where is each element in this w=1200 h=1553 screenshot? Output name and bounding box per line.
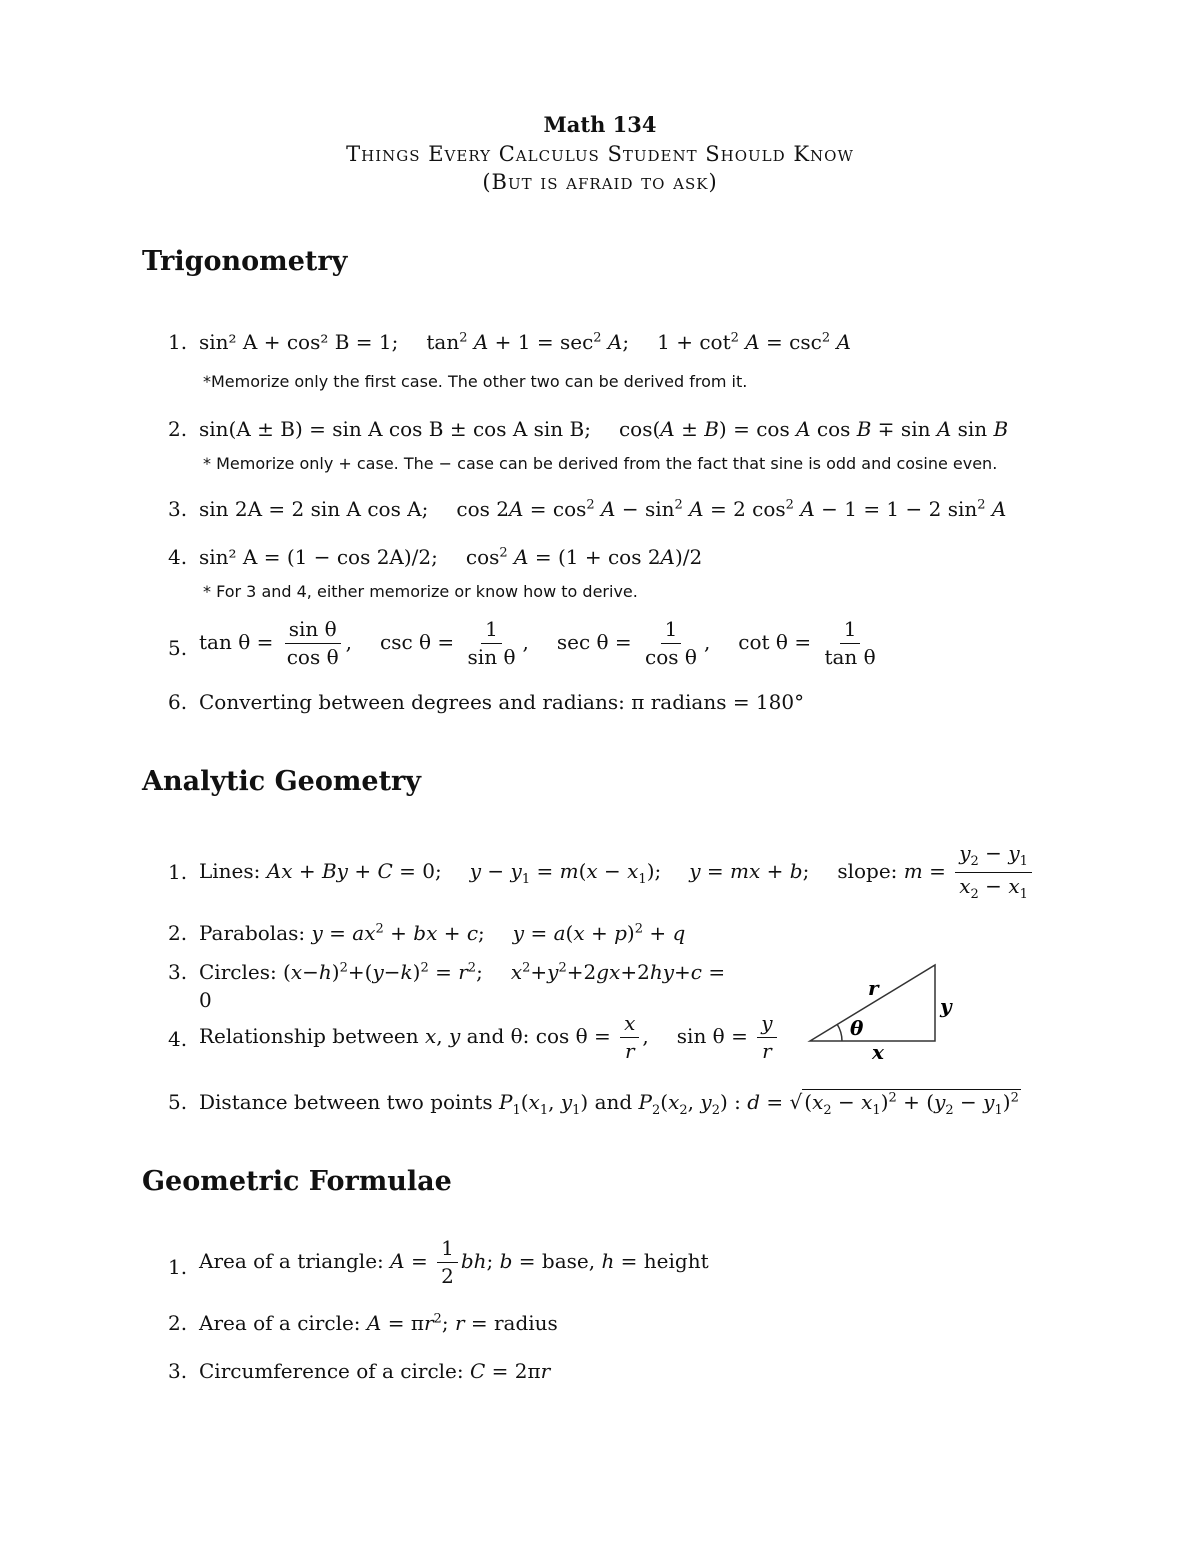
page-subtitle: Things Every Calculus Student Should Know: [346, 142, 854, 166]
trig-note-2: * Memorize only + case. The − case can be derived from the fact that sine is odd and cosine even.: [203, 454, 998, 473]
trig-item-3-formula: sin 2A = 2 sin A cos A; $\cos 2A = \cos^2 A - \sin^2 A = 2$ $\cos^2 A - 1 = 1 - 2$ $\sin^2 A$: [199, 497, 1007, 521]
trig-note-3: * For 3 and 4, either memorize or know how to derive.: [203, 582, 638, 601]
section-heading-analytic-geometry: Analytic Geometry: [142, 766, 421, 797]
triangle-label-r: r: [868, 976, 879, 1000]
analytic-item-1-formula: Lines: Ax + By + C = 0; $y - y_1 = m(x - x_1)$; y = mx + b; slope: m = $\frac{y_2 - y_1}{x_2 - x_1}$: [199, 842, 1035, 903]
trig-item-1-formula: sin² A + cos² B = 1; $\tan^2 A + 1 = \sec^2 A$; $1 + \cot^2 A = \csc^2 A$: [199, 330, 851, 354]
geo-item-1-label: Area of a triangle:: [199, 1249, 384, 1273]
trig-item-5-text: tan θ: [199, 630, 251, 654]
triangle-label-y: y: [940, 994, 952, 1018]
trig-item-1-text: sin² A + cos² B = 1;: [199, 330, 399, 354]
geo-item-3-formula: Circumference of a circle: C = 2πr: [199, 1359, 551, 1383]
triangle-label-theta: θ: [850, 1016, 864, 1040]
page-title: Math 134: [543, 112, 657, 137]
trig-item-1-number: 1.: [168, 330, 188, 354]
geo-item-1-number: 1.: [168, 1255, 188, 1279]
analytic-item-3-formula: Circles: $(x-h)^2+(y-k)^2 = r^2$; $x^2+y^2+2gx+2hy+c$ =: [199, 960, 726, 984]
triangle-label-x: x: [872, 1040, 884, 1064]
analytic-item-2-number: 2.: [168, 921, 188, 945]
analytic-item-1-number: 1.: [168, 860, 188, 884]
right-triangle-diagram: [800, 955, 970, 1070]
geo-item-3-number: 3.: [168, 1359, 188, 1383]
trig-item-2-formula: sin(A ± B) = sin A cos B ± cos A sin B; cos(A ± B) = cos A cos B ∓ sin A sin B: [199, 417, 1009, 441]
analytic-item-3-formula-cont: 0: [199, 988, 212, 1012]
trig-item-3-number: 3.: [168, 497, 188, 521]
trig-item-2-text: sin(A ± B) = sin A cos B ± cos A sin B;: [199, 417, 591, 441]
analytic-item-4-formula: Relationship between x, y and θ: cos θ = $\frac{x}{r}$ , sin θ = $\frac{y}{r}$: [199, 1012, 780, 1063]
angle-arc: [837, 1024, 842, 1041]
geo-item-2-label: Area of a circle:: [199, 1311, 361, 1335]
trig-item-4-number: 4.: [168, 545, 188, 569]
geo-item-2-formula: Area of a circle: $A = \pi r^2$; r = radius: [199, 1311, 558, 1335]
trig-item-4-text: sin² A = (1 − cos 2A)/2;: [199, 545, 438, 569]
page-subtitle-2: (But is afraid to ask): [482, 170, 718, 194]
section-heading-trigonometry: Trigonometry: [142, 246, 348, 277]
section-heading-geometric-formulae: Geometric Formulae: [142, 1166, 452, 1197]
analytic-item-2-formula: Parabolas: $y = ax^2$ + bx + c; $y = a(x + p)^2 + q$: [199, 921, 686, 945]
geo-item-2-number: 2.: [168, 1311, 188, 1335]
trig-item-3-text: sin 2A = 2 sin A cos A;: [199, 497, 429, 521]
trig-item-4-formula: sin² A = (1 − cos 2A)/2; $\cos^2 A = (1 + \cos 2A)/2$: [199, 545, 703, 569]
analytic-item-3-number: 3.: [168, 960, 188, 984]
geo-item-1-formula: Area of a triangle: A = $\frac{1}{2}$ bh; b = base, h = height: [199, 1236, 709, 1288]
trig-item-6-text: Converting between degrees and radians: π radians = 180°: [199, 690, 805, 714]
analytic-item-4-number: 4.: [168, 1027, 188, 1051]
analytic-item-5-number: 5.: [168, 1090, 188, 1114]
trig-note-1: *Memorize only the first case. The other two can be derived from it.: [203, 372, 748, 391]
geo-item-3-label: Circumference of a circle:: [199, 1359, 464, 1383]
trig-item-5-number: 5.: [168, 636, 188, 660]
trig-item-2-number: 2.: [168, 417, 188, 441]
analytic-item-5-formula: Distance between two points $P_1(x_1$, $y_1$) and $P_2(x_2$, $y_2$) : d = √ $(x_2 - x_1)^2 + (y_2 - y_1)^2$: [199, 1090, 1019, 1118]
trig-item-5-formula: tan θ = $\frac{\text{sin θ}}{\text{cos θ}}$ , csc θ = $\frac{1}{\text{sin θ}}$ , sec θ = $\frac{1}{\text{cos θ}}$ , cot θ = $\frac{1}{\text{tan θ}}$: [199, 617, 876, 669]
trig-item-6-number: 6.: [168, 690, 188, 714]
